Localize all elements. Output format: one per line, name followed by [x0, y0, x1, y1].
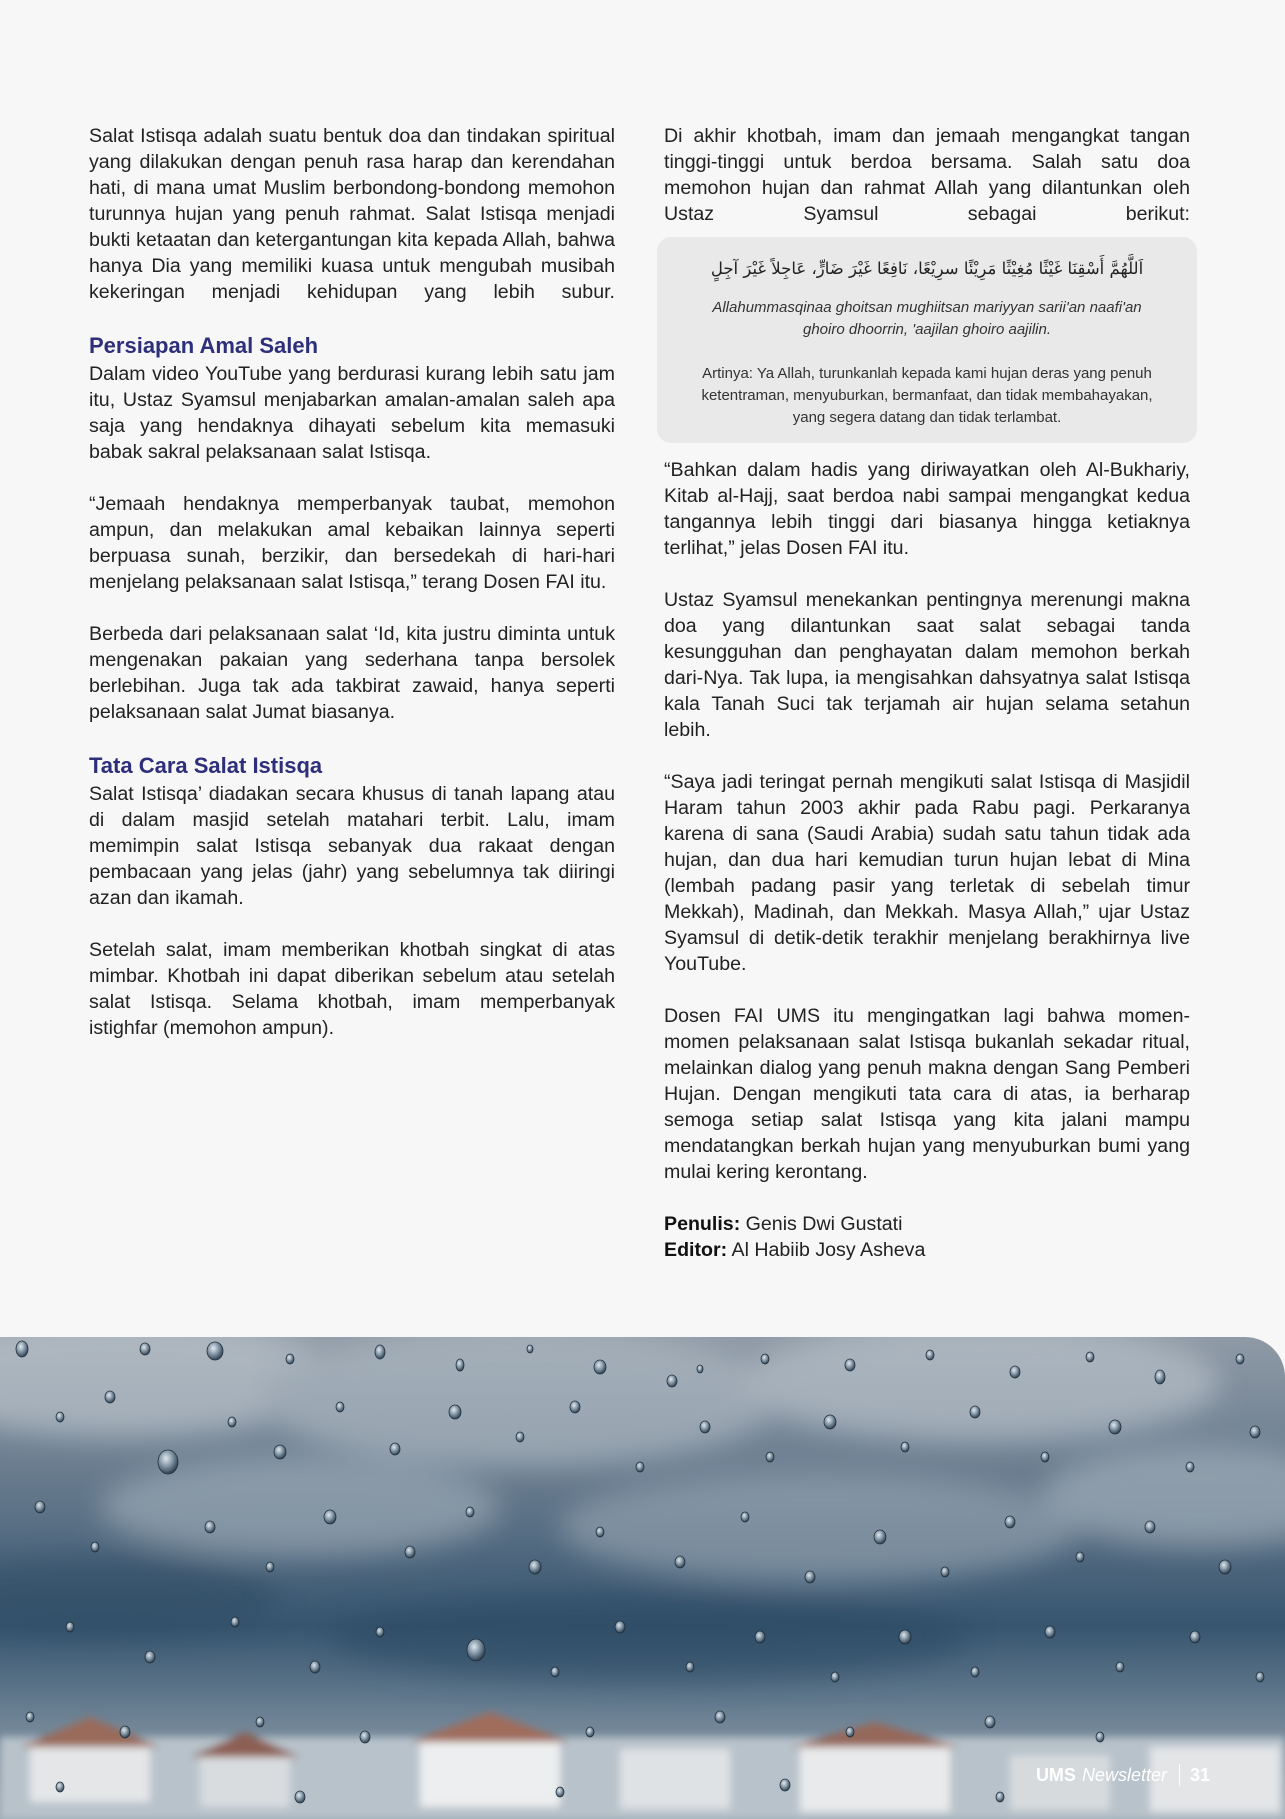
dua-quote-box [657, 237, 1197, 443]
paragraph: “Jemaah hendaknya memperbanyak taubat, memohon ampun, dan melakukan amal kebaikan lainnya seperti berpuasa sunah, berzikir, dan bersedekah di hari-hari menjelang pelaksanaan salat Istisqa,” terang Dosen FAI itu. [89, 493, 615, 593]
editor-credit [664, 1237, 1190, 1263]
paragraph: “Saya jadi teringat pernah mengikuti salat Istisqa di Masjidil Haram tahun 2003 akhir pada Rabu pagi. Perkaranya karena di sana (Saudi Arabia) sudah satu tahun tidak ada hujan, dan dua hari kemudian turun hujan lebat di Mina (lembah padang pasir yang terletak di sebelah timur Mekkah), Madinah, dan Mekkah. Masya Allah,” ujar Ustaz Syamsul di detik-detik terakhir menjelang berakhirnya live YouTube. [664, 771, 1190, 975]
paragraph: Ustaz Syamsul menekankan pentingnya merenungi makna doa yang dilantunkan saat salat sebagai tanda kesungguhan dan penghayatan dalam memohon berkah dari-Nya. Tak lupa, ia mengisahkan dahsyatnya salat Istisqa kala Tanah Suci tak terjamah air hujan selama setahun lebih. [664, 589, 1190, 741]
dua-arabic-text: اَللَّهُمَّ أَسْقِنَا غَيْثًا مُغِيْثًا مَرِيْئًا سرِيْعًا، نَافِعًا غَيْرَ ضَارٍّ، عَاجِلاً غَيْرَ آجِلٍ [710, 259, 1144, 278]
section-heading-tata-cara: Tata Cara Salat Istisqa [89, 753, 323, 778]
paragraph: “Bahkan dalam hadis yang diriwayatkan oleh Al-Bukhariy, Kitab al-Hajj, saat berdoa nabi sampai mengangkat kedua tangannya lebih tinggi dari biasanya hingga ketiaknya terlihat,” jelas Dosen FAI itu. [664, 459, 1190, 559]
rain-photo-illustration [0, 1337, 1285, 1819]
paragraph: Berbeda dari pelaksanaan salat ‘Id, kita justru diminta untuk mengenakan pakaian yang sederhana tanpa bersolek berlebihan. Juga tak ada takbirat zawaid, hanya seperti pelaksanaan salat Jumat biasanya. [89, 623, 615, 723]
footer-newsletter: Newsletter [1081, 1765, 1167, 1785]
paragraph: Di akhir khotbah, imam dan jemaah mengangkat tangan tinggi-tinggi untuk berdoa bersama. Salah satu doa memohon hujan dan rahmat Allah yang dilantunkan oleh Ustaz Syamsul sebagai berikut: [664, 125, 1190, 225]
dua-meaning: Artinya: Ya Allah, turunkanlah kepada kami hujan deras yang penuh ketentraman, menyuburkan, bermanfaat, dan tidak membahayakan, yang segera datang dan tidak terlambat. [701, 365, 1153, 426]
section-heading-persiapan: Persiapan Amal Saleh [89, 333, 319, 358]
footer-divider [1179, 1764, 1180, 1786]
paragraph: Dalam video YouTube yang berdurasi kurang lebih satu jam itu, Ustaz Syamsul menjabarkan amalan-amalan saleh apa saja yang hendaknya dihayati sebelum kita memasuki babak sakral pelaksanaan salat Istisqa. [89, 363, 615, 463]
paragraph: Setelah salat, imam memberikan khotbah singkat di atas mimbar. Khotbah ini dapat diberikan sebelum atau setelah salat Istisqa. Selama khotbah, imam memperbanyak istighfar (memohon ampun). [89, 939, 615, 1039]
editor-label: Editor: [664, 1239, 728, 1261]
paragraph: Dosen FAI UMS itu mengingatkan lagi bahwa momen-momen pelaksanaan salat Istisqa bukanlah sekadar ritual, melainkan dialog yang penuh makna dengan Sang Pemberi Hujan. Dengan mengikuti tata cara di atas, ia berharap semoga setiap salat Istisqa yang kita jalani mampu mendatangkan berkah hujan yang menyuburkan bumi yang mulai kering kerontang. [664, 1005, 1190, 1183]
page-number: 31 [1189, 1765, 1210, 1785]
writer-label: Penulis: [664, 1213, 741, 1235]
intro-paragraph: Salat Istisqa adalah suatu bentuk doa dan tindakan spiritual yang dilakukan dengan penuh rasa harap dan kerendahan hati, di mana umat Muslim berbondong-bondong memohon turunnya hujan yang penuh rahmat. Salat Istisqa menjadi bukti ketaatan dan ketergantungan kita kepada Allah, bahwa hanya Dia yang memiliki kuasa untuk mengubah musibah kekeringan menjadi kehidupan yang lebih subur. [89, 125, 615, 303]
left-column [89, 123, 615, 1067]
paragraph: Salat Istisqa’ diadakan secara khusus di tanah lapang atau di dalam masjid setelah matahari terbit. Lalu, imam memimpin salat Istisqa sebanyak dua rakaat dengan pembacaan yang jelas (jahr) yang sebelumnya tak diiringi azan dan ikamah. [89, 783, 615, 909]
page-footer [1036, 1764, 1210, 1786]
editor-name: Al Habiib Josy Asheva [731, 1239, 926, 1261]
writer-credit [664, 1211, 1190, 1237]
dua-transliteration: Allahummasqinaa ghoitsan mughiitsan mariyyan sarii'an naafi'an ghoiro dhoorrin, 'aajilan ghoiro aajilin. [712, 299, 1142, 338]
right-column [664, 123, 1190, 1263]
footer-brand: UMS [1035, 1765, 1076, 1785]
rain-window-photo [0, 1337, 1285, 1819]
writer-name: Genis Dwi Gustati [745, 1213, 903, 1235]
